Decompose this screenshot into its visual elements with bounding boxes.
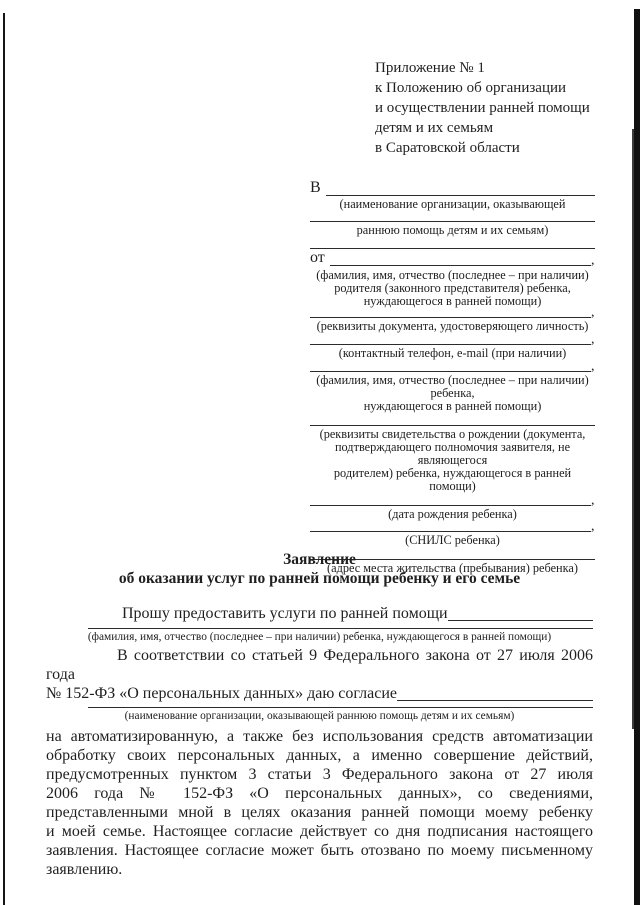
trailing-comma: , [591,332,595,347]
caption-contact: (контактный телефон, e-mail (при наличии) [338,346,567,360]
addressee-form-block [310,180,595,575]
caption-birth-certificate-2: подтверждающего полномочия заявителя, не являющегося [334,440,571,467]
trailing-comma: , [591,493,595,508]
trailing-comma: , [591,519,595,534]
birth-certificate-blank-line [310,413,595,426]
document-title-line-2: об оказании услуг по ранней помощи ребенку и его семье [118,570,521,587]
request-text: Прошу предоставить услуги по ранней помощи [122,605,448,622]
caption-parent [310,269,595,308]
appendix-header-line: в Саратовской области [375,140,520,156]
trailing-comma: , [591,305,595,320]
scan-edge-right [634,9,640,905]
to-prefix: В [310,179,321,196]
consent-line: представленными мной в целях оказания ранней помощи моему ребенку [46,804,593,821]
blank-rule [310,425,595,426]
child-name-wide-blank-line [88,628,593,629]
blank-rule [326,195,595,196]
caption-parent-2: родителя (законного представителя) ребенка, [334,281,571,295]
blank-rule [397,700,593,701]
appendix-header-line: и осуществлении ранней помощи [375,100,590,116]
consent-line: заявления. Настоящее согласие может быть отозвано по моему письменному [46,842,593,859]
caption-parent-3: нуждающегося в ранней помощи) [363,294,542,308]
consent-paragraph [46,727,593,879]
caption-child [310,374,595,413]
trailing-comma: , [591,253,595,268]
blank-rule [310,531,591,532]
caption-child-2: нуждающегося в ранней помощи) [363,399,542,413]
statute-text: № 152-ФЗ «О персональных данных» даю согласие [46,685,397,702]
caption-child-fullwidth: (фамилия, имя, отчество (последнее – при наличии) ребенка, нуждающегося в ранней помощи) [87,631,552,643]
contact-blank-line [310,333,595,345]
birthdate-blank-line [310,493,595,506]
blank-rule [330,265,591,266]
caption-address: (адрес места жительства (пребывания) ребенка) [327,561,578,575]
blank-rule [310,371,591,372]
blank-rule [448,620,593,621]
caption-child-1: (фамилия, имя, отчество (последнее – при наличии) ребенка, [316,373,589,400]
caption-snils: (СНИЛС ребенка) [405,533,500,547]
scan-edge-left [3,13,5,905]
blank-rule [310,221,595,222]
organization-blank-line-3 [310,237,595,249]
blank-rule [310,317,591,318]
request-line [46,604,593,623]
organization-wide-blank-line [88,707,593,708]
caption-organization-fullwidth: (наименование организации, оказывающей раннюю помощь детям и их семьям) [124,710,515,722]
consent-line: и моей семье. Настоящее согласие действует со дня подписания настоящего [46,823,593,840]
trailing-comma: , [591,359,595,374]
application-body [46,545,593,879]
appendix-header-line: детям и их семьям [375,120,494,136]
id-document-blank-line [310,305,595,320]
child-name-blank-line [310,360,595,372]
caption-birth-certificate [310,428,595,493]
statute-line-1: В соответствии со статьей 9 Федерального закона от 27 июля 2006 года [46,647,593,683]
blank-rule [310,344,591,345]
appendix-header [375,58,610,158]
snils-blank-line [310,521,595,532]
consent-line: на автоматизированную, а также без использования средств автоматизации [46,728,593,745]
blank-rule [310,248,595,249]
statute-line-2 [46,684,593,703]
organization-blank-line-2 [310,211,595,222]
from-prefix: от [310,249,325,266]
appendix-header-line: Приложение № 1 [375,60,485,76]
caption-birthdate: (дата рождения ребенка) [388,507,517,521]
consent-line: предусмотренных пунктом 3 статьи 3 Федерального закона от 27 июля [46,766,593,783]
caption-birth-certificate-3: родителем) ребенка, нуждающегося в ранней помощи) [333,466,572,493]
consent-line: 2006 года № 152-ФЗ «О персональных данных», со сведениями, [46,785,593,802]
organization-blank-line [310,180,595,196]
applicant-blank-line [310,249,595,266]
consent-line: обработку своих персональных данных, а именно совершение действий, [46,747,593,764]
caption-organization-2: раннюю помощь детям и их семьям) [356,223,549,237]
consent-line: заявлению. [46,861,123,878]
blank-rule [310,505,591,506]
caption-birth-certificate-1: (реквизиты свидетельства о рождении (документа, [319,427,586,441]
caption-organization-1: (наименование организации, оказывающей [339,197,566,211]
document-title [46,545,593,588]
caption-id-document: (реквизиты документа, удостоверяющего личность) [316,319,589,333]
appendix-header-line: к Положению об организации [375,80,567,96]
document-title-line-1: Заявление [283,551,356,568]
caption-parent-1: (фамилия, имя, отчество (последнее – при наличии) [316,268,589,282]
